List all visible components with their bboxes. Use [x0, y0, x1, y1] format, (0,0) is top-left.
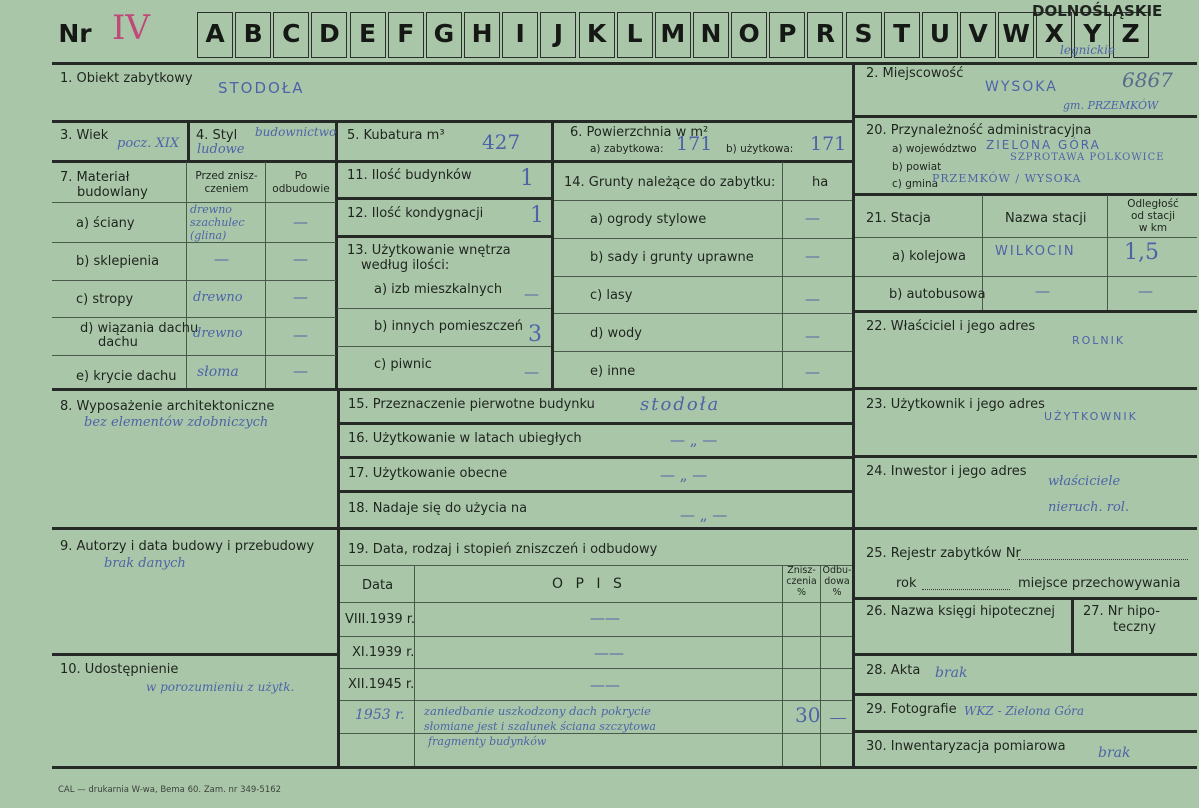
f7-col-after-1: Po [294, 170, 308, 182]
rule [340, 700, 852, 701]
f27-label-line2: teczny [1113, 620, 1156, 635]
f28-label: 28. Akta [866, 663, 921, 678]
f25-rok-dots [922, 589, 1010, 590]
f7-row-a-before: drewno szachulec (glina) [190, 203, 245, 242]
f7-col-before-2: czeniem [204, 183, 249, 195]
f30-label: 30. Inwentaryzacja pomiarowa [866, 739, 1066, 754]
f12-value: 1 [530, 203, 544, 228]
letter-g: G [433, 19, 455, 48]
f7-row-d-label-2: dachu [98, 335, 138, 350]
letter-k: K [586, 19, 607, 48]
f25-nr-dots [1018, 559, 1188, 560]
f21-col-name: Nazwa stacji [1005, 211, 1087, 226]
catalog-number: 6867 [1122, 68, 1173, 92]
f27-label-line1: 27. Nr hipo- [1083, 604, 1160, 619]
f19-row-2-date: XI.1939 r. [352, 645, 415, 660]
f4-label: 4. Styl [196, 128, 238, 143]
f21-a-dist: 1,5 [1124, 240, 1159, 265]
nr-handwritten-value: IV [112, 8, 150, 48]
f8-value: bez elementów zdobniczych [84, 415, 269, 430]
rule [340, 527, 852, 530]
rule [554, 313, 852, 314]
rule [340, 668, 852, 669]
f19-col-reb-1: Odbu- [822, 565, 852, 576]
rule [554, 351, 852, 352]
letter-z: Z [1121, 19, 1140, 48]
f20-c-value: PRZEMKÓW / WYSOKA [932, 172, 1082, 185]
rule [414, 565, 415, 768]
f1-label: 1. Obiekt zabytkowy [60, 71, 193, 86]
f29-value: WKZ - Zielona Góra [964, 704, 1085, 718]
f7-row-e-label: e) krycie dachu [76, 369, 177, 384]
f2-value: WYSOKA [985, 79, 1058, 95]
region-stamp: DOLNOŚLĄSKIE [1032, 2, 1163, 20]
f19-col-dmg-3: % [796, 587, 807, 598]
f7-row-c-before: drewno [193, 290, 243, 305]
f20-b-value: SZPROTAWA POLKOWICE [1010, 152, 1165, 163]
f19-row-4-desc-3: fragmenty budynków [428, 735, 547, 748]
letter-u: U [929, 19, 950, 48]
rule [340, 422, 852, 425]
rule [855, 387, 1197, 390]
f30-value: brak [1098, 745, 1131, 761]
letter-e: E [359, 19, 377, 48]
letter-i: I [515, 19, 525, 48]
f21-col-dist-3: w km [1138, 222, 1168, 234]
f7-row-e-before: słoma [197, 364, 239, 380]
f25-place: miejsce przechowywania [1018, 576, 1181, 591]
f14-unit: ha [812, 175, 829, 190]
rule [337, 197, 551, 200]
letter-s: S [854, 19, 873, 48]
f20-a-value: ZIELONA GÓRA [986, 138, 1101, 152]
f19-col-desc: O P I S [552, 576, 626, 592]
f21-label: 21. Stacja [866, 211, 931, 226]
f7-row-e-after: — [293, 362, 308, 380]
rule [52, 653, 337, 656]
f3-label: 3. Wiek [60, 128, 109, 143]
rule [554, 200, 852, 201]
rule [52, 242, 336, 243]
f11-label: 11. Ilość budynków [347, 168, 472, 183]
f19-col-reb-2: dowa [824, 576, 850, 587]
f23-value: UŻYTKOWNIK [1044, 410, 1138, 423]
f19-row-3-desc: —— [590, 676, 620, 694]
f14-row-d-label: d) wody [590, 326, 642, 341]
f14-label: 14. Grunty należące do zabytku: [564, 175, 776, 190]
f13-row-a-label: a) izb mieszkalnych [374, 282, 503, 297]
f19-row-4-date: 1953 r. [355, 707, 405, 723]
f19-row-4-reb-dash [830, 718, 846, 719]
rule [855, 597, 1197, 600]
rule [1071, 599, 1074, 653]
region-handwritten: legnickie [1060, 43, 1116, 57]
letter-m: M [660, 19, 686, 48]
rule [52, 388, 852, 391]
f24-value-line1: właściciele [1048, 474, 1121, 489]
f15-value: stodoła [640, 394, 721, 415]
f19-row-4-desc-2: słomiane jest i szalunek ściana szczytowa [424, 720, 656, 733]
f7-row-d-after: — [293, 326, 308, 344]
f25-label: 25. Rejestr zabytków Nr [866, 546, 1021, 561]
f24-label: 24. Inwestor i jego adres [866, 464, 1027, 479]
printer-imprint: CAL — drukarnia W-wa, Bema 60. Zam. nr 349-5162 [58, 785, 282, 795]
rule [340, 636, 852, 637]
f21-b-dist: — [1138, 282, 1153, 300]
rule [340, 602, 852, 603]
f19-row-4-dmg: 30 [795, 703, 821, 727]
f7-row-d-before: drewno [193, 326, 243, 341]
rule [340, 565, 852, 566]
f14-row-c-label: c) lasy [590, 288, 633, 303]
f20-c-label: c) gmina [892, 178, 939, 190]
f8-label: 8. Wyposażenie architektoniczne [60, 399, 275, 414]
rule [52, 160, 852, 163]
rule [337, 346, 551, 347]
f7-label-line1: 7. Materiał [60, 170, 130, 185]
rule [337, 390, 340, 768]
f17-value: — „ — [660, 466, 708, 484]
f20-label: 20. Przynależność administracyjna [866, 123, 1092, 138]
f11-value: 1 [520, 166, 534, 191]
rule [855, 115, 1197, 118]
f29-label: 29. Fotografie [866, 702, 957, 717]
f6-label: 6. Powierzchnia w m² [570, 125, 709, 140]
letter-l: L [626, 19, 643, 48]
rule [52, 317, 336, 318]
f13-row-b-label: b) innych pomieszczeń [374, 319, 524, 334]
f13-row-c-label: c) piwnic [374, 357, 432, 372]
f5-label: 5. Kubatura m³ [347, 128, 445, 143]
f14-row-d-value: — [805, 327, 820, 345]
rule [855, 276, 1197, 277]
f14-row-a-value: — [805, 209, 820, 227]
f7-row-c-label: c) stropy [76, 292, 134, 307]
f14-row-e-label: e) inne [590, 364, 636, 379]
f21-a-name: WILKOCIN [995, 244, 1076, 259]
f4-value-line1: budownictwo [255, 125, 337, 139]
f7-col-before-1: Przed znisz- [195, 170, 258, 182]
rule [855, 310, 1197, 313]
letter-o: O [738, 19, 760, 48]
rule [52, 120, 852, 123]
rule [1107, 195, 1108, 311]
rule [340, 456, 852, 459]
rule [554, 238, 852, 239]
rule [340, 490, 852, 493]
letter-x: X [1044, 19, 1064, 48]
f2-sub: gm. PRZEMKÓW [1063, 99, 1159, 112]
letter-w: W [1002, 19, 1030, 48]
f18-value: — „ — [680, 506, 728, 524]
f10-label: 10. Udostępnienie [60, 662, 179, 677]
f19-col-dmg-2: czenia [786, 576, 817, 587]
f7-row-a-label: a) ściany [76, 216, 135, 231]
rule [337, 235, 551, 238]
letter-j: J [553, 19, 563, 48]
f22-label: 22. Właściciel i jego adres [866, 319, 1036, 334]
letter-y: Y [1083, 19, 1102, 48]
f6-sub-a: a) zabytkowa: [590, 143, 664, 155]
f21-a-label: a) kolejowa [892, 249, 966, 264]
rule [782, 162, 783, 388]
f12-label: 12. Ilość kondygnacji [347, 206, 484, 221]
f19-row-4-desc-1: zaniedbanie uszkodzony dach pokrycie [424, 704, 651, 718]
f17-label: 17. Użytkowanie obecne [348, 466, 508, 481]
rule [52, 766, 1197, 769]
f9-label: 9. Autorzy i data budowy i przebudowy [60, 539, 315, 554]
letter-v: V [968, 19, 988, 48]
f1-value: STODOŁA [218, 79, 305, 97]
f25-rok: rok [896, 576, 917, 591]
rule [855, 527, 1197, 530]
f21-b-label: b) autobusowa [889, 287, 986, 302]
f21-col-dist-2: od stacji [1130, 210, 1176, 222]
f18-label: 18. Nadaje się do użycia na [348, 501, 528, 516]
f2-label: 2. Miejscowość [866, 66, 964, 81]
rule [855, 653, 1197, 656]
f14-row-e-value: — [805, 363, 820, 381]
f20-a-label: a) województwo [892, 143, 977, 155]
rule [52, 527, 337, 530]
rule [52, 62, 1197, 65]
letter-p: P [778, 19, 797, 48]
f19-row-2-desc: —— [594, 644, 624, 662]
nr-label: Nr [58, 19, 92, 48]
f23-label: 23. Użytkownik i jego adres [866, 397, 1045, 412]
f13-label-line2: według ilości: [361, 258, 450, 273]
f19-label: 19. Data, rodzaj i stopień zniszczeń i odbudowy [348, 542, 658, 557]
rule [554, 276, 852, 277]
f19-col-date: Data [362, 578, 394, 593]
f22-value: ROLNIK [1072, 334, 1126, 347]
f7-row-c-after: — [293, 288, 308, 306]
f7-row-b-before: — [214, 250, 229, 268]
letter-a: A [205, 19, 225, 48]
f7-row-d-label: d) wiązania dachu [80, 321, 199, 336]
f13-row-c-value: — [524, 363, 539, 381]
letter-h: H [471, 19, 493, 48]
rule [855, 730, 1197, 733]
letter-d: D [319, 19, 340, 48]
rule [187, 122, 190, 162]
f7-label-line2: budowlany [77, 185, 148, 200]
rule [52, 355, 336, 356]
rule [855, 693, 1197, 696]
letter-c: C [282, 19, 301, 48]
f14-row-b-value: — [805, 247, 820, 265]
rule [340, 733, 852, 734]
letter-r: R [815, 19, 836, 48]
rule [852, 62, 855, 768]
f16-value: — „ — [670, 431, 718, 449]
f5-value: 427 [482, 130, 521, 154]
f13-row-b-value: 3 [528, 322, 542, 347]
rule [855, 193, 1197, 196]
f26-label: 26. Nazwa księgi hipotecznej [866, 604, 1055, 619]
f7-row-a-after: — [293, 213, 308, 231]
f13-label-line1: 13. Użytkowanie wnętrza [347, 243, 511, 258]
letter-b: B [243, 19, 263, 48]
f7-row-b-after: — [293, 250, 308, 268]
f3-value: pocz. XIX [117, 136, 180, 151]
f19-row-3-date: XII.1945 r. [348, 677, 415, 692]
f28-value: brak [935, 665, 968, 681]
f16-label: 16. Użytkowanie w latach ubiegłych [348, 431, 582, 446]
letter-t: T [893, 19, 911, 48]
f9-value: brak danych [104, 556, 186, 571]
f19-row-1-desc: —— [590, 609, 620, 627]
f21-b-name: — [1035, 282, 1050, 300]
f13-row-a-value: — [524, 285, 539, 303]
rule [52, 280, 336, 281]
header-row [0, 0, 1199, 62]
f21-col-dist-1: Odległość [1127, 198, 1179, 210]
f19-col-reb-3: % [832, 587, 842, 598]
f14-row-c-value: — [805, 290, 820, 308]
f14-row-a-label: a) ogrody stylowe [590, 212, 707, 227]
letter-f: F [397, 19, 415, 48]
f14-row-b-label: b) sady i grunty uprawne [590, 250, 754, 265]
f24-value-line2: nieruch. rol. [1048, 500, 1130, 515]
f6-sub-b: b) użytkowa: [726, 143, 794, 155]
rule [855, 455, 1197, 458]
letter-n: N [700, 19, 722, 48]
f6-value-a: 171 [676, 133, 713, 155]
rule [337, 308, 551, 309]
f19-col-dmg-1: Znisz- [787, 565, 816, 576]
f7-row-b-label: b) sklepienia [76, 254, 160, 269]
rule [855, 237, 1197, 238]
f19-row-1-date: VIII.1939 r. [345, 612, 416, 627]
f15-label: 15. Przeznaczenie pierwotne budynku [348, 397, 595, 412]
f20-b-label: b) powiat [892, 161, 942, 173]
f10-value: w porozumieniu z użytk. [146, 680, 295, 694]
f6-value-b: 171 [810, 133, 847, 155]
f7-col-after-2: odbudowie [272, 183, 330, 195]
f4-value-line2: ludowe [197, 142, 245, 157]
